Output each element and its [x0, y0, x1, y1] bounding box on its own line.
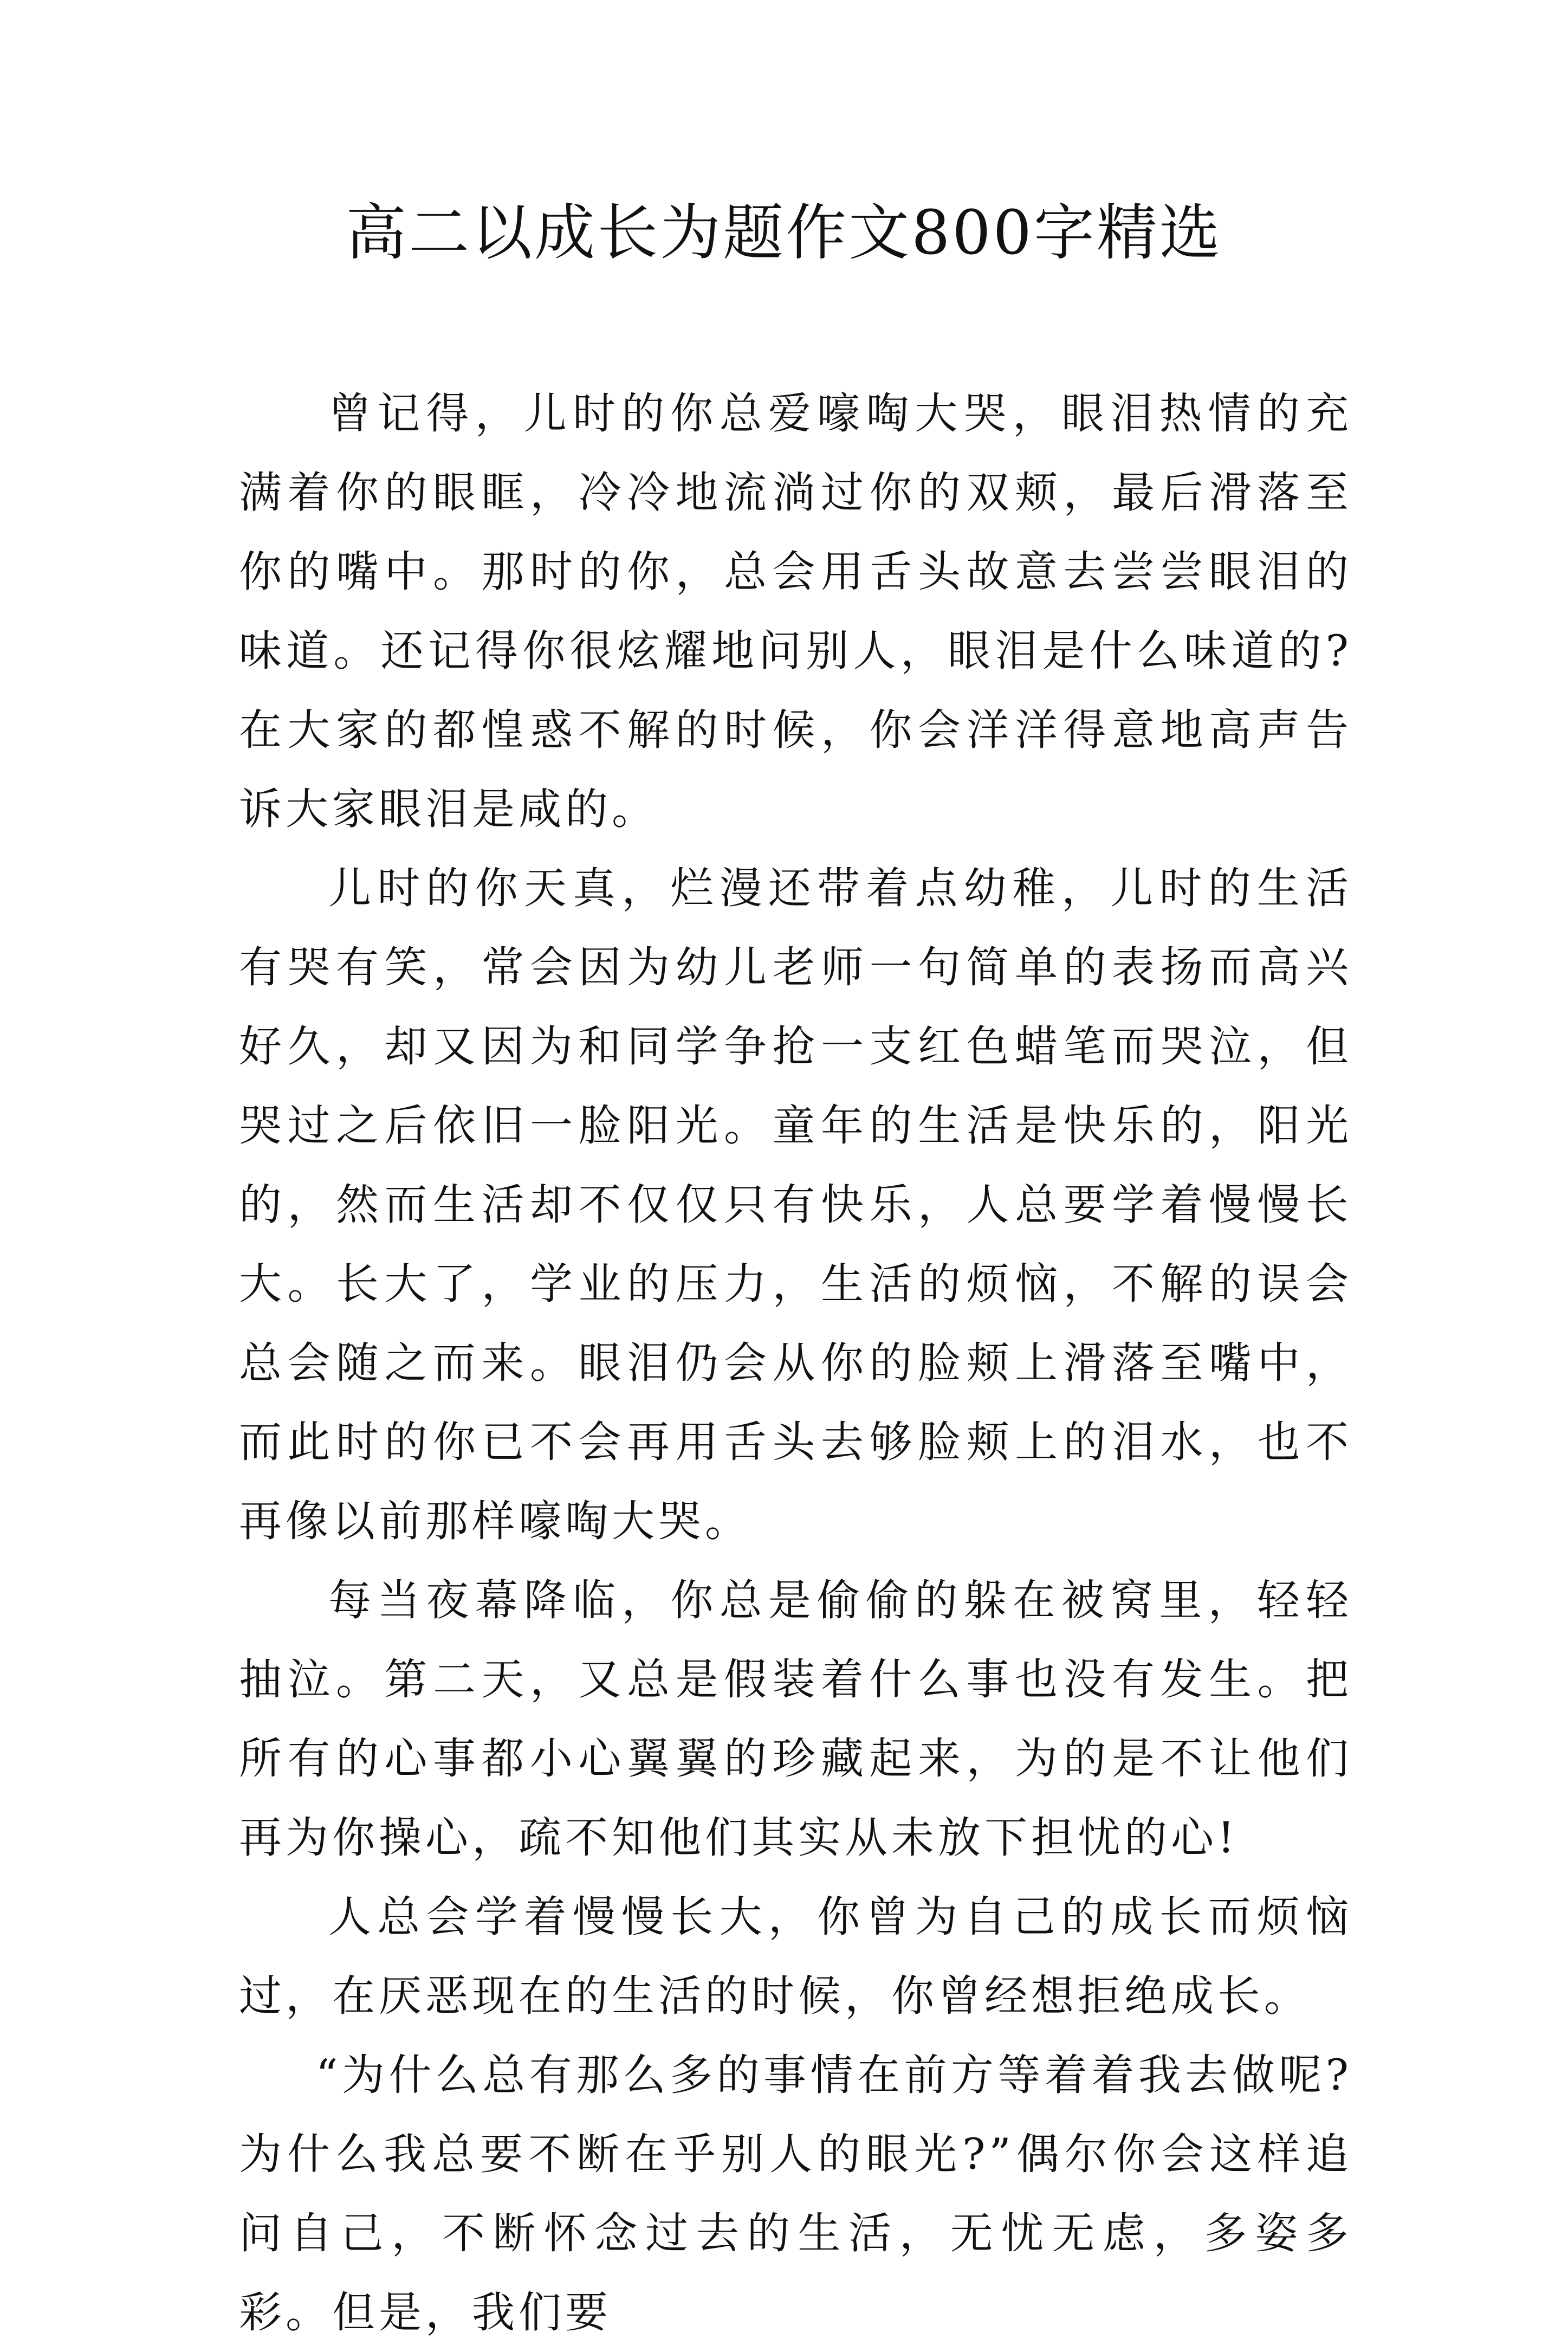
paragraph-1: 曾记得，儿时的你总爱嚎啕大哭，眼泪热情的充满着你的眼眶，冷冷地流淌过你的双颊，最后滑落至你的嘴中。那时的你，总会用舌头故意去尝尝眼泪的味道。还记得你很炫耀地问别人，眼泪是什么味道的?在大家的都惶惑不解的时候，你会洋洋得意地高声告诉大家眼泪是咸的。	[239, 389, 1352, 834]
paragraph-3: 每当夜幕降临，你总是偷偷的躲在被窝里，轻轻抽泣。第二天，又总是假装着什么事也没有发生。把所有的心事都小心翼翼的珍藏起来，为的是不让他们再为你操心，疏不知他们其实从未放下担忧的心!	[239, 1575, 1352, 1863]
document-body	[239, 374, 1352, 2352]
paragraph-5: “为什么总有那么多的事情在前方等着着我去做呢?为什么我总要不断在乎别人的眼光?”偶尔你会这样追问自己，不断怀念过去的生活，无忧无虑，多姿多彩。但是，我们要	[239, 2050, 1352, 2337]
paragraph-2: 儿时的你天真，烂漫还带着点幼稚，儿时的生活有哭有笑，常会因为幼儿老师一句简单的表扬而高兴好久，却又因为和同学争抢一支红色蜡笔而哭泣，但哭过之后依旧一脸阳光。童年的生活是快乐的，阳光的，然而生活却不仅仅只有快乐，人总要学着慢慢长大。长大了，学业的压力，生活的烦恼，不解的误会总会随之而来。眼泪仍会从你的脸颊上滑落至嘴中，而此时的你已不会再用舌头去够脸颊上的泪水，也不再像以前那样嚎啕大哭。	[239, 863, 1352, 1546]
paragraph-4: 人总会学着慢慢长大，你曾为自己的成长而烦恼过，在厌恶现在的生活的时候，你曾经想拒绝成长。	[239, 1892, 1352, 2021]
document-title: 高二以成长为题作文800字精选	[346, 198, 1222, 268]
